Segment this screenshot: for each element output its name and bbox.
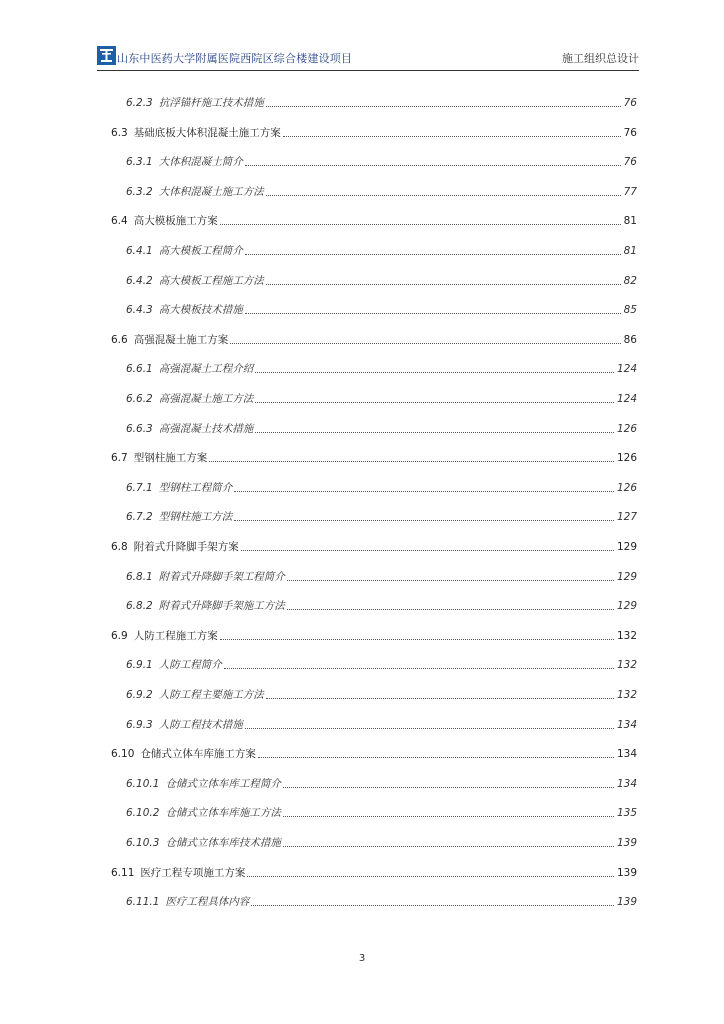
- toc-entry-page: 124: [616, 363, 637, 375]
- toc-entry-title: 高强混凝土技术措施: [158, 423, 254, 435]
- toc-entry[interactable]: [126, 805, 637, 821]
- toc-entry[interactable]: [126, 835, 637, 851]
- toc-entry-number: 6.9.2: [126, 689, 153, 701]
- toc-entry-number: 6.6.3: [126, 423, 153, 435]
- toc-entry-number: 6.4.3: [126, 304, 153, 316]
- organization-name: 山东中医药大学附属医院西院区综合楼建设项目: [117, 52, 353, 65]
- toc-leader-dots: [283, 815, 614, 817]
- toc-entry-number: 6.8.1: [126, 571, 153, 583]
- toc-entry-title: 附着式升降脚手架工程简介: [158, 571, 285, 583]
- toc-entry[interactable]: [126, 421, 637, 437]
- toc-entry-page: 135: [616, 807, 637, 819]
- toc-entry[interactable]: [126, 569, 637, 585]
- toc-entry[interactable]: [126, 154, 637, 170]
- toc-entry-title: 大体积混凝土简介: [158, 156, 243, 168]
- toc-entry-page: 132: [616, 630, 637, 642]
- toc-leader-dots: [234, 490, 614, 492]
- toc-entry-title: 人防工程简介: [158, 659, 222, 671]
- toc-leader-dots: [283, 845, 614, 847]
- toc-entry-title: 高大模板技术措施: [158, 304, 243, 316]
- toc-entry-number: 6.9: [111, 630, 128, 642]
- toc-entry-number: 6.10.1: [126, 778, 160, 790]
- toc-entry-number: 6.4.2: [126, 275, 153, 287]
- toc-entry-title: 基础底板大体积混凝土施工方案: [133, 127, 281, 139]
- toc-entry-page: 126: [616, 452, 637, 464]
- toc-entry[interactable]: [126, 243, 637, 259]
- toc-leader-dots: [245, 727, 614, 729]
- toc-leader-dots: [266, 194, 621, 196]
- toc-entry-number: 6.10.3: [126, 837, 160, 849]
- toc-entry[interactable]: [126, 361, 637, 377]
- toc-entry-page: 86: [623, 334, 637, 346]
- toc-entry-title: 仓储式立体车库工程简介: [165, 778, 281, 790]
- toc-leader-dots: [251, 904, 614, 906]
- toc-entry[interactable]: [111, 213, 637, 229]
- toc-entry-number: 6.7: [111, 452, 128, 464]
- toc-entry[interactable]: [111, 865, 637, 881]
- toc-leader-dots: [266, 697, 614, 699]
- toc-entry-number: 6.3.1: [126, 156, 153, 168]
- toc-entry-title: 大体积混凝土施工方法: [158, 186, 264, 198]
- toc-leader-dots: [247, 875, 614, 877]
- toc-entry-page: 129: [616, 541, 637, 553]
- toc-entry-number: 6.10.2: [126, 807, 160, 819]
- toc-entry-page: 134: [616, 778, 637, 790]
- toc-entry-page: 129: [616, 600, 637, 612]
- toc-entry-title: 型钢柱工程简介: [158, 482, 233, 494]
- toc-entry[interactable]: [111, 746, 637, 762]
- toc-leader-dots: [220, 638, 614, 640]
- toc-entry[interactable]: [126, 598, 637, 614]
- toc-entry-page: 139: [616, 896, 637, 908]
- toc-entry[interactable]: [126, 776, 637, 792]
- toc-leader-dots: [266, 105, 621, 107]
- toc-leader-dots: [245, 164, 621, 166]
- toc-entry-title: 人防工程技术措施: [158, 719, 243, 731]
- toc-entry-page: 134: [616, 748, 637, 760]
- toc-entry[interactable]: [126, 509, 637, 525]
- toc-entry[interactable]: [126, 391, 637, 407]
- toc-entry-number: 6.7.1: [126, 482, 153, 494]
- toc-entry[interactable]: [126, 302, 637, 318]
- toc-entry-number: 6.8.2: [126, 600, 153, 612]
- toc-entry-number: 6.4.1: [126, 245, 153, 257]
- toc-entry-number: 6.3: [111, 127, 128, 139]
- toc-leader-dots: [209, 460, 614, 462]
- toc-entry-title: 高大模板施工方案: [133, 215, 218, 227]
- toc-entry[interactable]: [126, 273, 637, 289]
- toc-entry-title: 医疗工程具体内容: [165, 896, 250, 908]
- toc-entry-title: 附着式升降脚手架施工方法: [158, 600, 285, 612]
- toc-entry-title: 仓储式立体车库施工方案: [140, 748, 256, 760]
- toc-entry-number: 6.2.3: [126, 97, 153, 109]
- toc-entry-page: 81: [623, 215, 637, 227]
- toc-leader-dots: [266, 283, 621, 285]
- toc-leader-dots: [255, 431, 614, 433]
- toc-leader-dots: [283, 135, 621, 137]
- toc-entry[interactable]: [126, 687, 637, 703]
- toc-entry-number: 6.8: [111, 541, 128, 553]
- toc-entry-title: 人防工程主要施工方法: [158, 689, 264, 701]
- toc-leader-dots: [287, 608, 614, 610]
- toc-entry-number: 6.6.2: [126, 393, 153, 405]
- toc-leader-dots: [245, 312, 621, 314]
- toc-entry-title: 高强混凝土施工方案: [133, 334, 229, 346]
- toc-entry-title: 高大模板工程施工方法: [158, 275, 264, 287]
- toc-entry-title: 高大模板工程简介: [158, 245, 243, 257]
- toc-entry-page: 85: [623, 304, 637, 316]
- toc-entry-page: 77: [623, 186, 637, 198]
- toc-leader-dots: [245, 253, 621, 255]
- toc-entry[interactable]: [111, 125, 637, 141]
- toc-entry-title: 型钢柱施工方案: [133, 452, 208, 464]
- toc-entry-number: 6.9.1: [126, 659, 153, 671]
- toc-leader-dots: [220, 223, 621, 225]
- toc-entry-number: 6.7.2: [126, 511, 153, 523]
- toc-entry-page: 139: [616, 867, 637, 879]
- toc-entry-page: 132: [616, 659, 637, 671]
- toc-entry[interactable]: [111, 628, 637, 644]
- toc-entry-page: 126: [616, 423, 637, 435]
- toc-entry-page: 124: [616, 393, 637, 405]
- toc-entry[interactable]: [126, 657, 637, 673]
- toc-entry[interactable]: [126, 184, 637, 200]
- toc-entry-number: 6.10: [111, 748, 135, 760]
- toc-entry-page: 76: [623, 156, 637, 168]
- toc-entry[interactable]: [126, 95, 637, 111]
- toc-entry-title: 高强混凝土工程介绍: [158, 363, 254, 375]
- toc-entry[interactable]: [126, 894, 637, 910]
- toc-entry[interactable]: [126, 717, 637, 733]
- toc-leader-dots: [258, 756, 614, 758]
- toc-entry[interactable]: [111, 450, 637, 466]
- toc-entry-title: 仓储式立体车库技术措施: [165, 837, 281, 849]
- toc-entry-title: 仓储式立体车库施工方法: [165, 807, 281, 819]
- toc-entry-number: 6.4: [111, 215, 128, 227]
- toc-entry-number: 6.11: [111, 867, 135, 879]
- toc-leader-dots: [287, 579, 614, 581]
- toc-entry-page: 134: [616, 719, 637, 731]
- toc-entry-number: 6.11.1: [126, 896, 160, 908]
- toc-entry-title: 型钢柱施工方法: [158, 511, 233, 523]
- toc-leader-dots: [230, 342, 620, 344]
- toc-entry-page: 81: [623, 245, 637, 257]
- toc-entry[interactable]: [126, 480, 637, 496]
- toc-entry-number: 6.6: [111, 334, 128, 346]
- toc-entry-page: 127: [616, 511, 637, 523]
- toc-entry-page: 139: [616, 837, 637, 849]
- toc-leader-dots: [255, 401, 614, 403]
- toc-entry-page: 129: [616, 571, 637, 583]
- toc-leader-dots: [234, 519, 614, 521]
- toc-leader-dots: [283, 786, 614, 788]
- toc-leader-dots: [255, 371, 614, 373]
- toc-entry-page: 76: [623, 97, 637, 109]
- toc-entry[interactable]: [111, 539, 637, 555]
- document-title: 施工组织总设计: [562, 52, 639, 65]
- toc-leader-dots: [241, 549, 614, 551]
- toc-entry-title: 抗浮锚杆施工技术措施: [158, 97, 264, 109]
- toc-entry-number: 6.9.3: [126, 719, 153, 731]
- toc-entry-page: 82: [623, 275, 637, 287]
- toc-entry[interactable]: [111, 332, 637, 348]
- toc-entry-title: 医疗工程专项施工方案: [140, 867, 246, 879]
- toc-entry-number: 6.3.2: [126, 186, 153, 198]
- toc-entry-title: 人防工程施工方案: [133, 630, 218, 642]
- toc-leader-dots: [224, 667, 614, 669]
- toc-entry-title: 高强混凝土施工方法: [158, 393, 254, 405]
- toc-entry-number: 6.6.1: [126, 363, 153, 375]
- toc-entry-page: 132: [616, 689, 637, 701]
- page-number: 3: [358, 953, 366, 964]
- toc-entry-title: 附着式升降脚手架方案: [133, 541, 239, 553]
- toc-entry-page: 126: [616, 482, 637, 494]
- toc-entry-page: 76: [623, 127, 637, 139]
